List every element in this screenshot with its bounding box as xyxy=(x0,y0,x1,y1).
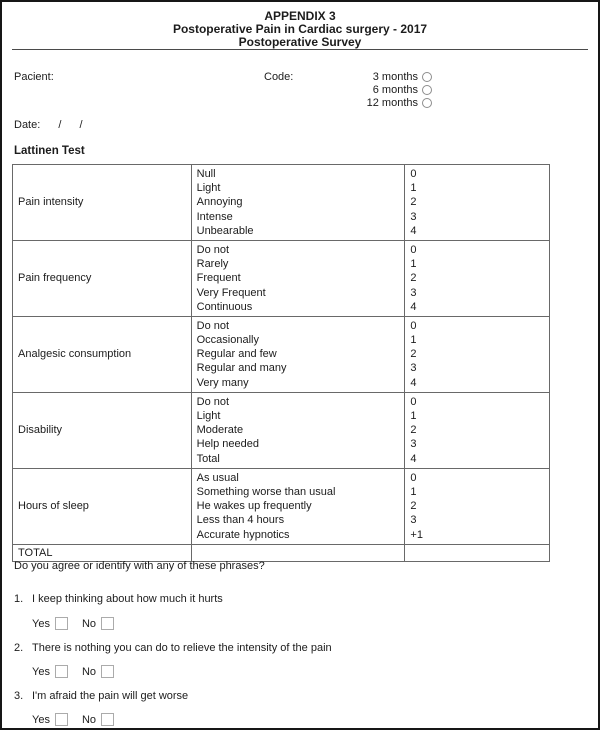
category-cell: Pain intensity xyxy=(13,165,192,241)
document-subtitle: Postoperative Survey xyxy=(238,35,362,49)
question-text: I keep thinking about how much it hurts xyxy=(32,593,223,605)
option-line: Do not xyxy=(196,319,230,332)
option-line: As usual xyxy=(196,471,239,484)
score-line: 1 xyxy=(410,485,417,498)
question-3-no-checkbox[interactable] xyxy=(101,713,114,726)
code-options-group xyxy=(354,70,432,109)
code-option-12-months xyxy=(354,96,432,109)
code-option-label: 12 months xyxy=(366,96,418,109)
option-line: Intense xyxy=(196,210,233,223)
table-row-analgesic-consumption xyxy=(13,316,550,392)
option-line: Do not xyxy=(196,395,230,408)
question-3 xyxy=(14,689,584,703)
score-line: 2 xyxy=(410,500,417,513)
score-line: 4 xyxy=(410,452,417,465)
category-cell: Analgesic consumption xyxy=(13,316,192,392)
option-line: Accurate hypnotics xyxy=(196,528,290,541)
scores-cell xyxy=(405,165,550,241)
question-2-yes-checkbox[interactable] xyxy=(55,665,68,678)
score-line: 3 xyxy=(410,438,417,451)
question-text: I'm afraid the pain will get worse xyxy=(32,690,189,702)
score-line: 3 xyxy=(410,514,417,527)
option-line: Very many xyxy=(196,376,249,389)
score-line: +1 xyxy=(410,528,423,541)
score-line: 2 xyxy=(410,424,417,437)
options-cell xyxy=(191,240,405,316)
question-number: 2. xyxy=(14,642,24,654)
category-cell: Disability xyxy=(13,392,192,468)
header-divider xyxy=(12,49,588,50)
patient-label: Pacient: xyxy=(14,71,54,83)
radio-3-months[interactable] xyxy=(422,72,432,82)
option-line: Total xyxy=(196,452,220,465)
option-line: He wakes up frequently xyxy=(196,500,312,513)
code-option-3-months xyxy=(354,70,432,83)
lattinen-test-table xyxy=(12,164,550,562)
date-slash: / xyxy=(79,119,83,131)
yes-label: Yes xyxy=(32,617,50,630)
score-line: 0 xyxy=(410,168,417,180)
score-line: 0 xyxy=(410,319,417,332)
table-row-pain-frequency xyxy=(13,240,550,316)
date-label: Date: xyxy=(14,119,41,131)
code-option-label: 6 months xyxy=(372,83,418,96)
question-2 xyxy=(14,641,584,655)
option-line: Regular and many xyxy=(196,362,287,375)
document-title: Postoperative Pain in Cardiac surgery - 2017 xyxy=(172,22,428,36)
code-option-6-months xyxy=(354,83,432,96)
option-line: Rarely xyxy=(196,258,229,271)
question-1-answers xyxy=(14,616,584,631)
radio-12-months[interactable] xyxy=(422,98,432,108)
score-line: 2 xyxy=(410,348,417,361)
score-line: 1 xyxy=(410,334,417,347)
category-cell: Pain frequency xyxy=(13,240,192,316)
scores-cell xyxy=(405,468,550,544)
score-line: 1 xyxy=(410,410,417,422)
score-line: 3 xyxy=(410,362,417,375)
score-line: 3 xyxy=(410,210,417,223)
option-line: Something worse than usual xyxy=(196,485,336,498)
question-text: There is nothing you can do to relieve the intensity of the pain xyxy=(32,642,332,654)
table-row-hours-of-sleep xyxy=(13,468,550,544)
options-cell xyxy=(191,468,405,544)
no-label: No xyxy=(81,617,97,630)
lattinen-test-title: Lattinen Test xyxy=(14,145,85,157)
questions-section xyxy=(14,559,584,727)
question-2-answers xyxy=(14,664,584,679)
table-row-disability xyxy=(13,392,550,468)
score-line: 1 xyxy=(410,182,417,195)
question-2-no-checkbox[interactable] xyxy=(101,665,114,678)
option-line: Continuous xyxy=(196,300,253,313)
code-option-label: 3 months xyxy=(372,70,418,83)
options-cell xyxy=(191,392,405,468)
option-line: Frequent xyxy=(196,272,241,285)
date-row xyxy=(14,119,83,131)
score-line: 4 xyxy=(410,376,417,389)
option-line: Occasionally xyxy=(196,334,259,347)
option-line: Help needed xyxy=(196,438,260,451)
option-line: Regular and few xyxy=(196,348,277,361)
yes-label: Yes xyxy=(32,713,50,726)
question-1-no-checkbox[interactable] xyxy=(101,617,114,630)
score-line: 4 xyxy=(410,224,417,237)
yes-label: Yes xyxy=(32,665,50,678)
score-line: 1 xyxy=(410,258,417,271)
option-line: Do not xyxy=(196,243,230,256)
option-line: Light xyxy=(196,410,221,422)
scores-cell xyxy=(405,240,550,316)
option-line: Light xyxy=(196,182,221,195)
option-line: Very Frequent xyxy=(196,286,266,299)
option-line: Less than 4 hours xyxy=(196,514,285,527)
question-number: 3. xyxy=(14,690,24,702)
question-1 xyxy=(14,592,584,606)
score-line: 0 xyxy=(410,243,417,256)
questions-prompt: Do you agree or identify with any of these phrases? xyxy=(14,560,265,572)
no-label: No xyxy=(81,713,97,726)
radio-6-months[interactable] xyxy=(422,85,432,95)
score-line: 3 xyxy=(410,286,417,299)
table-row-pain-intensity xyxy=(13,165,550,241)
score-line: 0 xyxy=(410,471,417,484)
question-1-yes-checkbox[interactable] xyxy=(55,617,68,630)
category-cell: Hours of sleep xyxy=(13,468,192,544)
appendix-heading: APPENDIX 3 xyxy=(264,9,336,23)
option-line: Annoying xyxy=(196,196,243,209)
options-cell xyxy=(191,316,405,392)
code-label: Code: xyxy=(264,71,294,83)
question-3-yes-checkbox[interactable] xyxy=(55,713,68,726)
total-label-cell: TOTAL xyxy=(13,544,192,561)
option-line: Null xyxy=(196,168,216,180)
no-label: No xyxy=(81,665,97,678)
option-line: Unbearable xyxy=(196,224,254,237)
question-3-answers xyxy=(14,712,584,727)
question-number: 1. xyxy=(14,593,24,605)
score-line: 0 xyxy=(410,395,417,408)
option-line: Moderate xyxy=(196,424,244,437)
scores-cell xyxy=(405,316,550,392)
score-line: 2 xyxy=(410,196,417,209)
options-cell xyxy=(191,165,405,241)
document-header xyxy=(2,10,598,49)
score-line: 4 xyxy=(410,300,417,313)
date-slash: / xyxy=(58,119,62,131)
scores-cell xyxy=(405,392,550,468)
score-line: 2 xyxy=(410,272,417,285)
